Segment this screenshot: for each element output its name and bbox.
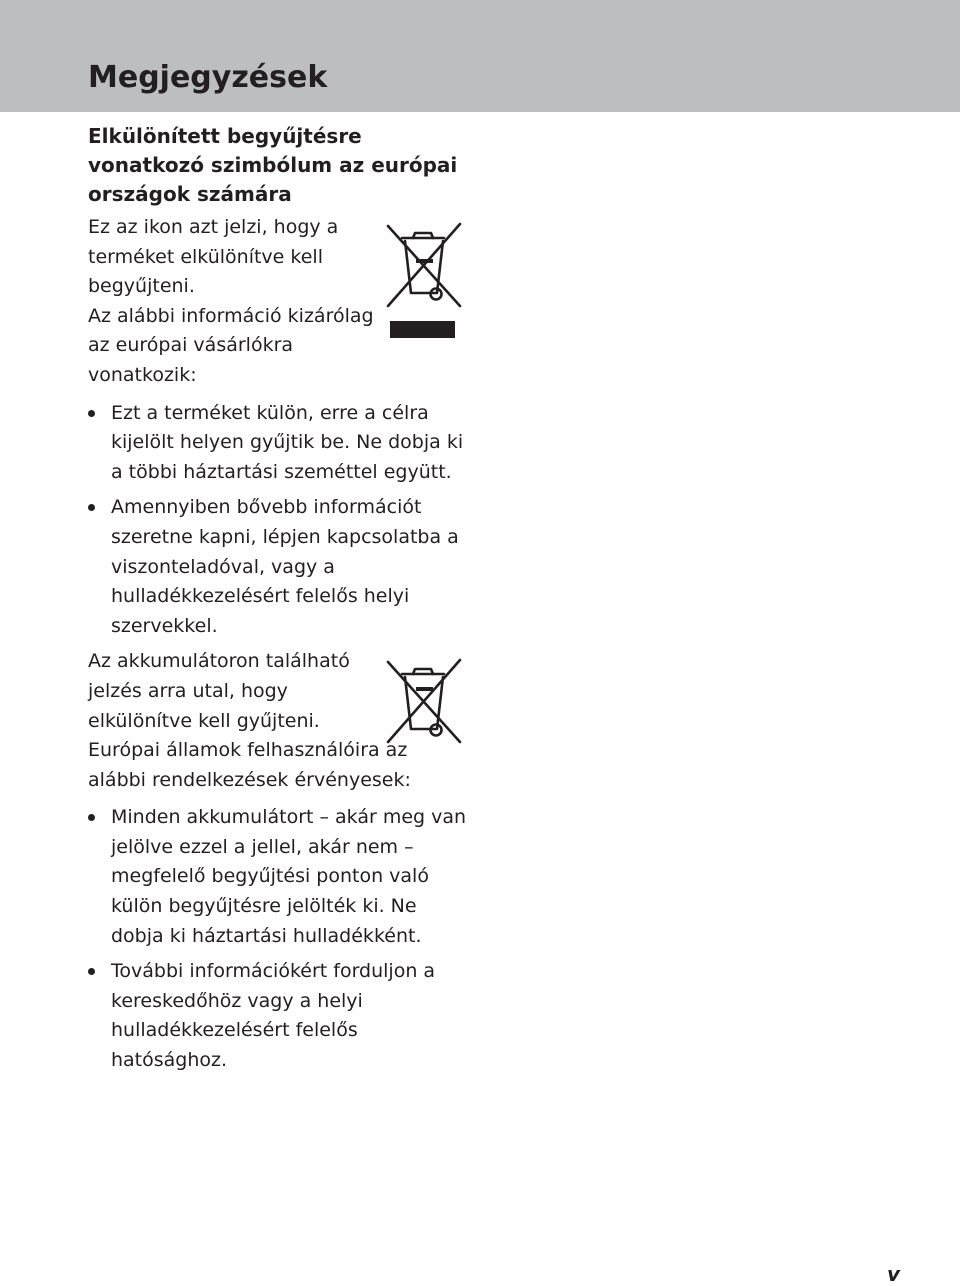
section-heading: Elkülönített begyűjtésre vonatkozó szimbólum az európai országok számára <box>88 124 458 206</box>
battery-note-paragraph: Az akkumulátoron található jelzés arra utal, hogy elkülönítve kell gyűjteni. <box>88 650 350 732</box>
page-title: Megjegyzések <box>88 60 328 95</box>
crossed-out-wheelie-bin-icon <box>380 656 466 746</box>
battery-bullet-list <box>88 803 468 1075</box>
black-bar <box>390 321 455 338</box>
disposal-bullet-list <box>88 399 468 642</box>
intro-paragraph-1: Ez az ikon azt jelzi, hogy a terméket elkülönítve kell begyűjteni. <box>88 216 339 298</box>
page-number: v <box>886 1262 900 1286</box>
crossed-out-wheelie-bin-icon <box>380 220 466 310</box>
list-item: További információkért forduljon a kereskedőhöz vagy a helyi hulladékkezelésért felelős hatósághoz. <box>88 957 468 1075</box>
eu-note-paragraph: Európai államok felhasználóira az alábbi rendelkezések érvényesek: <box>88 739 411 791</box>
list-item: Ezt a terméket külön, erre a célra kijelölt helyen gyűjtik be. Ne dobja ki a többi háztartási szeméttel együtt. <box>88 399 468 488</box>
list-item: Minden akkumulátort – akár meg van jelölve ezzel a jellel, akár nem – megfelelő begyűjtési ponton való külön begyűjtésre jelölték ki. Ne dobja ki háztartási hulladékként. <box>88 803 468 951</box>
list-item: Amennyiben bővebb információt szeretne kapni, lépjen kapcsolatba a viszonteladóval, vagy a hulladékkezelésért felelős helyi szervekkel. <box>88 493 468 641</box>
intro-paragraph-2: Az alábbi információ kizárólag az európai vásárlókra vonatkozik: <box>88 304 374 386</box>
